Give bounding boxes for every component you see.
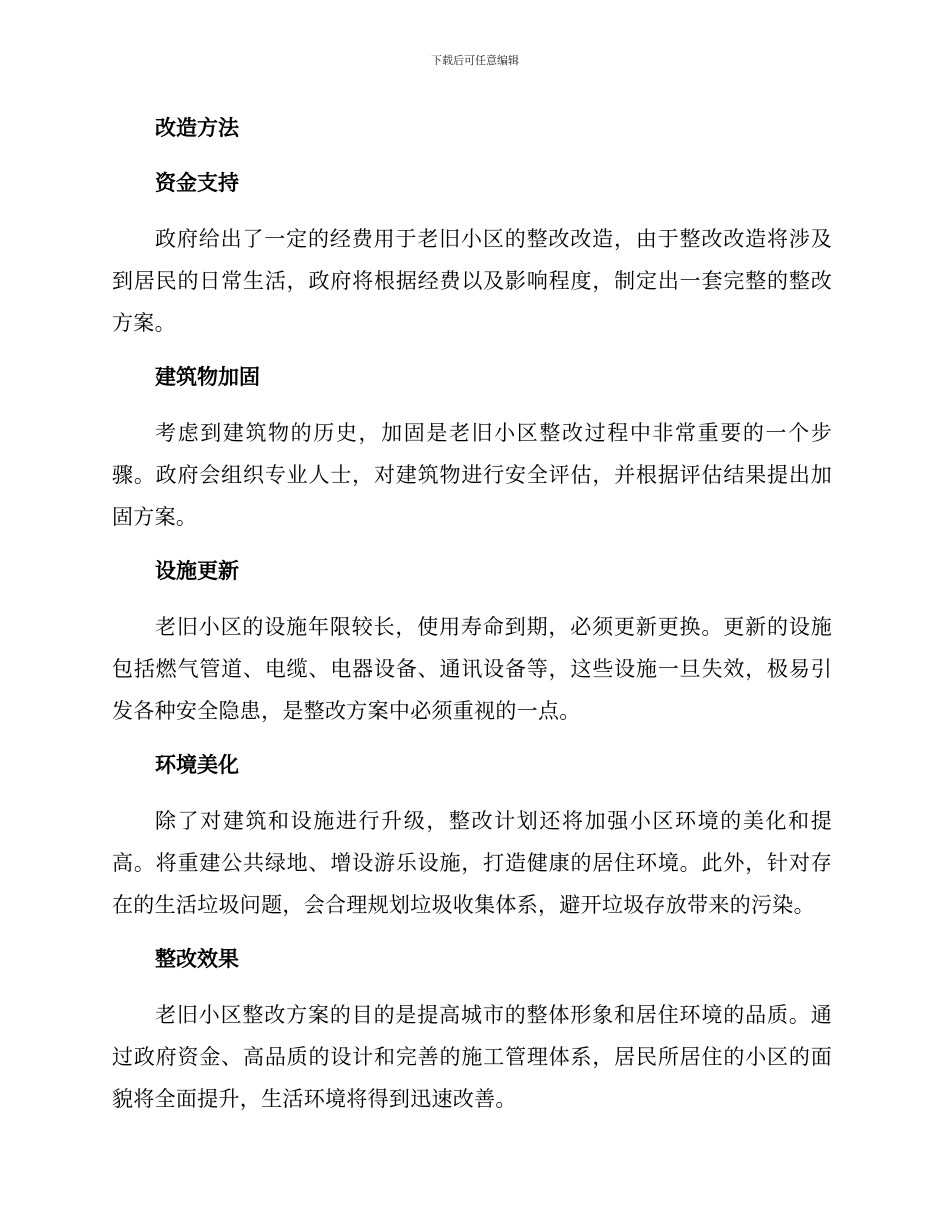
section-heading-method: 改造方法 (155, 115, 239, 140)
paragraph-results: 老旧小区整改方案的目的是提高城市的整体形象和居住环境的品质。通过政府资金、高品质的设计和完善的施工管理体系，居民所居住的小区的面貌将全面提升，生活环境将得到迅速改善。 (112, 1003, 832, 1111)
section-heading-facilities: 设施更新 (155, 558, 239, 583)
section-heading-results: 整改效果 (155, 946, 239, 971)
paragraph-environment: 除了对建筑和设施进行升级，整改计划还将加强小区环境的美化和提高。将重建公共绿地、增设游乐设施，打造健康的居住环境。此外，针对存在的生活垃圾问题，会合理规划垃圾收集体系，避开垃圾存放带来的污染。 (112, 809, 832, 917)
section-heading-funding: 资金支持 (155, 170, 239, 195)
page-header-note: 下载后可任意编辑 (431, 54, 519, 67)
section-heading-environment: 环境美化 (155, 752, 239, 777)
paragraph-facilities: 老旧小区的设施年限较长，使用寿命到期，必须更新更换。更新的设施包括燃气管道、电缆、电器设备、通讯设备等，这些设施一旦失效，极易引发各种安全隐患，是整改方案中必须重视的一点。 (112, 615, 832, 723)
paragraph-funding: 政府给出了一定的经费用于老旧小区的整改改造，由于整改改造将涉及到居民的日常生活，政府将根据经费以及影响程度，制定出一套完整的整改方案。 (112, 227, 832, 335)
document-body (112, 108, 832, 1133)
section-heading-reinforcement: 建筑物加固 (155, 364, 260, 389)
paragraph-reinforcement: 考虑到建筑物的历史，加固是老旧小区整改过程中非常重要的一个步骤。政府会组织专业人士，对建筑物进行安全评估，并根据评估结果提出加固方案。 (112, 421, 832, 529)
